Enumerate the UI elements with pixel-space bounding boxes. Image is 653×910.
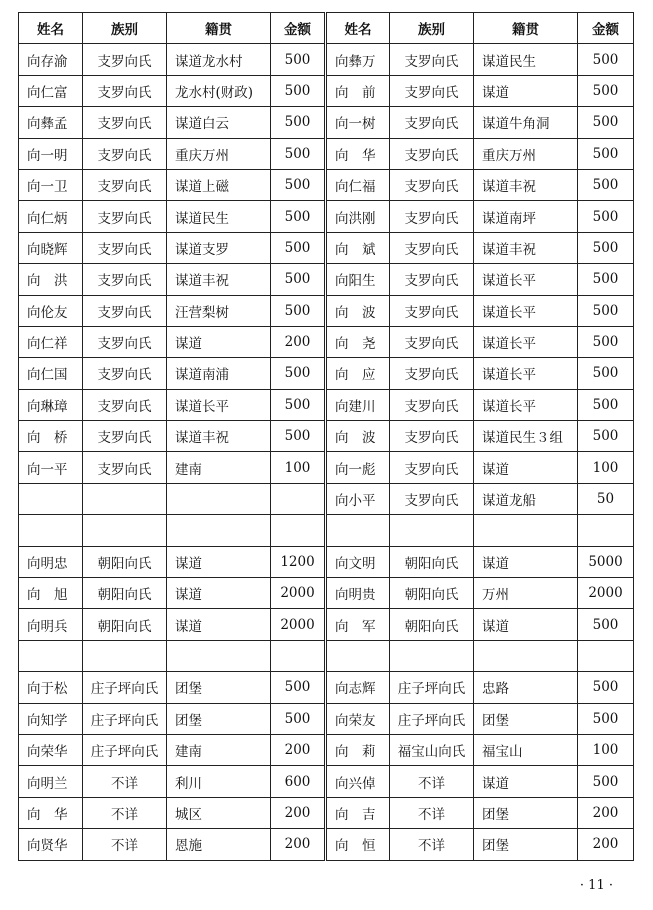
amount-cell: 200 — [271, 797, 326, 828]
header-clan: 族别 — [83, 13, 167, 44]
name-cell: 向彝孟 — [19, 107, 83, 138]
origin-cell: 谋道长平 — [474, 358, 578, 389]
clan-cell: 支罗向氏 — [390, 44, 474, 75]
name-cell: 向仁富 — [19, 75, 83, 106]
origin-cell: 汪营梨树 — [167, 295, 271, 326]
name-cell: 向 应 — [326, 358, 390, 389]
clan-cell: 支罗向氏 — [83, 358, 167, 389]
amount-cell: 500 — [578, 389, 634, 420]
amount-cell: 500 — [271, 703, 326, 734]
table-row — [19, 829, 634, 860]
clan-cell: 支罗向氏 — [390, 326, 474, 357]
name-cell: 向荣友 — [326, 703, 390, 734]
clan-cell: 不详 — [83, 766, 167, 797]
name-cell: 向兴倬 — [326, 766, 390, 797]
clan-cell: 支罗向氏 — [390, 201, 474, 232]
table-row — [19, 734, 634, 765]
amount-cell: 500 — [578, 169, 634, 200]
clan-cell — [83, 515, 167, 546]
table-row — [19, 138, 634, 169]
table-row — [19, 766, 634, 797]
clan-cell: 支罗向氏 — [83, 452, 167, 483]
origin-cell: 重庆万州 — [474, 138, 578, 169]
amount-cell: 500 — [578, 766, 634, 797]
name-cell: 向仁祥 — [19, 326, 83, 357]
origin-cell: 建南 — [167, 734, 271, 765]
table-row — [19, 264, 634, 295]
name-cell: 向仁炳 — [19, 201, 83, 232]
clan-cell: 不详 — [83, 829, 167, 860]
clan-cell: 不详 — [390, 797, 474, 828]
amount-cell: 2000 — [271, 578, 326, 609]
table-row — [19, 232, 634, 263]
name-cell: 向晓辉 — [19, 232, 83, 263]
origin-cell — [167, 515, 271, 546]
amount-cell: 2000 — [578, 578, 634, 609]
clan-cell: 支罗向氏 — [83, 232, 167, 263]
amount-cell: 200 — [271, 734, 326, 765]
table-row — [19, 389, 634, 420]
origin-cell: 谋道 — [474, 546, 578, 577]
table-row — [19, 797, 634, 828]
amount-cell: 5000 — [578, 546, 634, 577]
origin-cell: 团堡 — [167, 672, 271, 703]
origin-cell — [474, 640, 578, 671]
clan-cell: 朝阳向氏 — [390, 609, 474, 640]
clan-cell — [83, 640, 167, 671]
table-row — [19, 672, 634, 703]
origin-cell: 谋道民生３组 — [474, 421, 578, 452]
name-cell: 向贤华 — [19, 829, 83, 860]
origin-cell: 谋道白云 — [167, 107, 271, 138]
origin-cell: 团堡 — [474, 829, 578, 860]
name-cell: 向存渝 — [19, 44, 83, 75]
clan-cell: 支罗向氏 — [83, 44, 167, 75]
origin-cell: 谋道 — [167, 578, 271, 609]
clan-cell: 支罗向氏 — [390, 452, 474, 483]
amount-cell: 500 — [578, 138, 634, 169]
header-name: 姓名 — [19, 13, 83, 44]
header-amount: 金额 — [271, 13, 326, 44]
clan-cell: 支罗向氏 — [390, 138, 474, 169]
amount-cell: 500 — [578, 107, 634, 138]
name-cell: 向 军 — [326, 609, 390, 640]
clan-cell: 支罗向氏 — [390, 389, 474, 420]
table-row — [19, 44, 634, 75]
amount-cell: 1200 — [271, 546, 326, 577]
origin-cell: 谋道 — [167, 609, 271, 640]
table-row — [19, 421, 634, 452]
amount-cell: 500 — [271, 358, 326, 389]
name-cell: 向荣华 — [19, 734, 83, 765]
name-cell — [19, 640, 83, 671]
amount-cell: 500 — [578, 264, 634, 295]
header-name: 姓名 — [326, 13, 390, 44]
clan-cell: 支罗向氏 — [83, 389, 167, 420]
header-origin: 籍贯 — [474, 13, 578, 44]
amount-cell: 200 — [578, 797, 634, 828]
name-cell: 向 波 — [326, 295, 390, 326]
amount-cell: 500 — [271, 672, 326, 703]
amount-cell: 500 — [578, 672, 634, 703]
donation-table — [18, 12, 634, 861]
amount-cell: 500 — [578, 703, 634, 734]
name-cell: 向 尧 — [326, 326, 390, 357]
name-cell: 向 旭 — [19, 578, 83, 609]
table-row — [19, 578, 634, 609]
origin-cell: 恩施 — [167, 829, 271, 860]
page-number: · 11 · — [579, 878, 613, 893]
name-cell: 向志辉 — [326, 672, 390, 703]
amount-cell: 500 — [578, 75, 634, 106]
origin-cell: 谋道民生 — [474, 44, 578, 75]
amount-cell: 500 — [578, 44, 634, 75]
origin-cell: 谋道 — [474, 766, 578, 797]
amount-cell: 500 — [271, 107, 326, 138]
origin-cell: 谋道长平 — [474, 326, 578, 357]
name-cell: 向一彪 — [326, 452, 390, 483]
clan-cell: 支罗向氏 — [390, 358, 474, 389]
table-row — [19, 546, 634, 577]
name-cell: 向 华 — [19, 797, 83, 828]
clan-cell: 支罗向氏 — [83, 295, 167, 326]
origin-cell: 谋道长平 — [474, 389, 578, 420]
name-cell — [326, 515, 390, 546]
clan-cell: 庄子坪向氏 — [83, 672, 167, 703]
amount-cell: 500 — [271, 75, 326, 106]
amount-cell: 500 — [578, 358, 634, 389]
name-cell: 向一平 — [19, 452, 83, 483]
name-cell: 向文明 — [326, 546, 390, 577]
clan-cell: 支罗向氏 — [83, 326, 167, 357]
table-row — [19, 201, 634, 232]
name-cell: 向琳璋 — [19, 389, 83, 420]
clan-cell — [390, 515, 474, 546]
table-row — [19, 75, 634, 106]
amount-cell: 500 — [271, 138, 326, 169]
amount-cell — [271, 483, 326, 514]
document-page — [18, 12, 633, 861]
name-cell: 向 吉 — [326, 797, 390, 828]
table-row — [19, 609, 634, 640]
amount-cell: 500 — [271, 44, 326, 75]
name-cell: 向知学 — [19, 703, 83, 734]
origin-cell — [167, 640, 271, 671]
origin-cell: 利川 — [167, 766, 271, 797]
name-cell: 向 华 — [326, 138, 390, 169]
clan-cell: 支罗向氏 — [83, 169, 167, 200]
clan-cell: 支罗向氏 — [390, 264, 474, 295]
amount-cell: 500 — [578, 295, 634, 326]
clan-cell: 庄子坪向氏 — [83, 703, 167, 734]
table-row — [19, 326, 634, 357]
origin-cell: 谋道龙水村 — [167, 44, 271, 75]
amount-cell — [578, 640, 634, 671]
origin-cell: 谋道长平 — [474, 295, 578, 326]
table-row — [19, 107, 634, 138]
amount-cell: 100 — [271, 452, 326, 483]
origin-cell: 龙水村(财政) — [167, 75, 271, 106]
name-cell: 向建川 — [326, 389, 390, 420]
amount-cell: 500 — [271, 389, 326, 420]
header-origin: 籍贯 — [167, 13, 271, 44]
origin-cell: 谋道南坪 — [474, 201, 578, 232]
table-row — [19, 358, 634, 389]
name-cell — [19, 483, 83, 514]
name-cell: 向 恒 — [326, 829, 390, 860]
origin-cell: 福宝山 — [474, 734, 578, 765]
amount-cell: 500 — [578, 201, 634, 232]
amount-cell: 2000 — [271, 609, 326, 640]
origin-cell — [167, 483, 271, 514]
origin-cell: 谋道长平 — [167, 389, 271, 420]
name-cell: 向明贵 — [326, 578, 390, 609]
clan-cell: 支罗向氏 — [390, 483, 474, 514]
clan-cell: 庄子坪向氏 — [83, 734, 167, 765]
origin-cell: 谋道 — [474, 452, 578, 483]
clan-cell: 支罗向氏 — [390, 295, 474, 326]
name-cell — [19, 515, 83, 546]
name-cell: 向 莉 — [326, 734, 390, 765]
clan-cell — [390, 640, 474, 671]
clan-cell: 朝阳向氏 — [390, 578, 474, 609]
header-clan: 族别 — [390, 13, 474, 44]
name-cell: 向 波 — [326, 421, 390, 452]
origin-cell: 谋道丰祝 — [167, 421, 271, 452]
clan-cell: 支罗向氏 — [83, 421, 167, 452]
table-body — [19, 44, 634, 860]
clan-cell: 朝阳向氏 — [390, 546, 474, 577]
name-cell: 向阳生 — [326, 264, 390, 295]
origin-cell: 谋道上磁 — [167, 169, 271, 200]
clan-cell: 不详 — [83, 797, 167, 828]
amount-cell: 200 — [271, 829, 326, 860]
amount-cell — [271, 515, 326, 546]
amount-cell: 500 — [271, 201, 326, 232]
name-cell: 向 前 — [326, 75, 390, 106]
origin-cell: 万州 — [474, 578, 578, 609]
clan-cell: 支罗向氏 — [83, 107, 167, 138]
table-row — [19, 483, 634, 514]
name-cell: 向明忠 — [19, 546, 83, 577]
name-cell — [326, 640, 390, 671]
origin-cell: 城区 — [167, 797, 271, 828]
origin-cell: 谋道龙船 — [474, 483, 578, 514]
origin-cell: 谋道 — [167, 326, 271, 357]
origin-cell — [474, 515, 578, 546]
clan-cell: 支罗向氏 — [83, 138, 167, 169]
origin-cell: 谋道丰祝 — [474, 169, 578, 200]
amount-cell: 500 — [578, 609, 634, 640]
table-row — [19, 295, 634, 326]
amount-cell: 500 — [271, 264, 326, 295]
origin-cell: 谋道南浦 — [167, 358, 271, 389]
name-cell: 向明兵 — [19, 609, 83, 640]
table-row — [19, 640, 634, 671]
table-row — [19, 169, 634, 200]
name-cell: 向洪刚 — [326, 201, 390, 232]
origin-cell: 重庆万州 — [167, 138, 271, 169]
clan-cell: 朝阳向氏 — [83, 609, 167, 640]
clan-cell: 支罗向氏 — [390, 107, 474, 138]
header-amount: 金额 — [578, 13, 634, 44]
name-cell: 向小平 — [326, 483, 390, 514]
origin-cell: 谋道丰祝 — [167, 264, 271, 295]
origin-cell: 建南 — [167, 452, 271, 483]
origin-cell: 忠路 — [474, 672, 578, 703]
origin-cell: 谋道 — [474, 609, 578, 640]
name-cell: 向仁国 — [19, 358, 83, 389]
origin-cell: 团堡 — [167, 703, 271, 734]
clan-cell: 不详 — [390, 829, 474, 860]
name-cell: 向 斌 — [326, 232, 390, 263]
origin-cell: 谋道 — [474, 75, 578, 106]
name-cell: 向 桥 — [19, 421, 83, 452]
clan-cell: 福宝山向氏 — [390, 734, 474, 765]
amount-cell: 500 — [578, 326, 634, 357]
table-row — [19, 703, 634, 734]
amount-cell: 600 — [271, 766, 326, 797]
name-cell: 向 洪 — [19, 264, 83, 295]
name-cell: 向仁福 — [326, 169, 390, 200]
amount-cell: 500 — [271, 295, 326, 326]
amount-cell — [271, 640, 326, 671]
origin-cell: 谋道长平 — [474, 264, 578, 295]
clan-cell: 支罗向氏 — [83, 201, 167, 232]
clan-cell: 不详 — [390, 766, 474, 797]
amount-cell: 200 — [271, 326, 326, 357]
clan-cell — [83, 483, 167, 514]
name-cell: 向彝万 — [326, 44, 390, 75]
clan-cell: 庄子坪向氏 — [390, 703, 474, 734]
amount-cell: 500 — [271, 232, 326, 263]
amount-cell: 500 — [578, 232, 634, 263]
clan-cell: 支罗向氏 — [83, 264, 167, 295]
amount-cell: 100 — [578, 734, 634, 765]
clan-cell: 支罗向氏 — [390, 169, 474, 200]
name-cell: 向于松 — [19, 672, 83, 703]
name-cell: 向一明 — [19, 138, 83, 169]
origin-cell: 谋道 — [167, 546, 271, 577]
table-row — [19, 515, 634, 546]
origin-cell: 谋道牛角洞 — [474, 107, 578, 138]
origin-cell: 谋道支罗 — [167, 232, 271, 263]
origin-cell: 团堡 — [474, 703, 578, 734]
clan-cell: 支罗向氏 — [83, 75, 167, 106]
amount-cell: 500 — [271, 169, 326, 200]
amount-cell: 100 — [578, 452, 634, 483]
name-cell: 向一卫 — [19, 169, 83, 200]
clan-cell: 朝阳向氏 — [83, 546, 167, 577]
clan-cell: 朝阳向氏 — [83, 578, 167, 609]
amount-cell — [578, 515, 634, 546]
origin-cell: 谋道丰祝 — [474, 232, 578, 263]
header-row — [19, 13, 634, 44]
amount-cell: 200 — [578, 829, 634, 860]
name-cell: 向一树 — [326, 107, 390, 138]
amount-cell: 500 — [578, 421, 634, 452]
amount-cell: 500 — [271, 421, 326, 452]
table-row — [19, 452, 634, 483]
origin-cell: 团堡 — [474, 797, 578, 828]
amount-cell: 50 — [578, 483, 634, 514]
clan-cell: 支罗向氏 — [390, 421, 474, 452]
clan-cell: 庄子坪向氏 — [390, 672, 474, 703]
origin-cell: 谋道民生 — [167, 201, 271, 232]
name-cell: 向明兰 — [19, 766, 83, 797]
name-cell: 向伦友 — [19, 295, 83, 326]
clan-cell: 支罗向氏 — [390, 75, 474, 106]
clan-cell: 支罗向氏 — [390, 232, 474, 263]
